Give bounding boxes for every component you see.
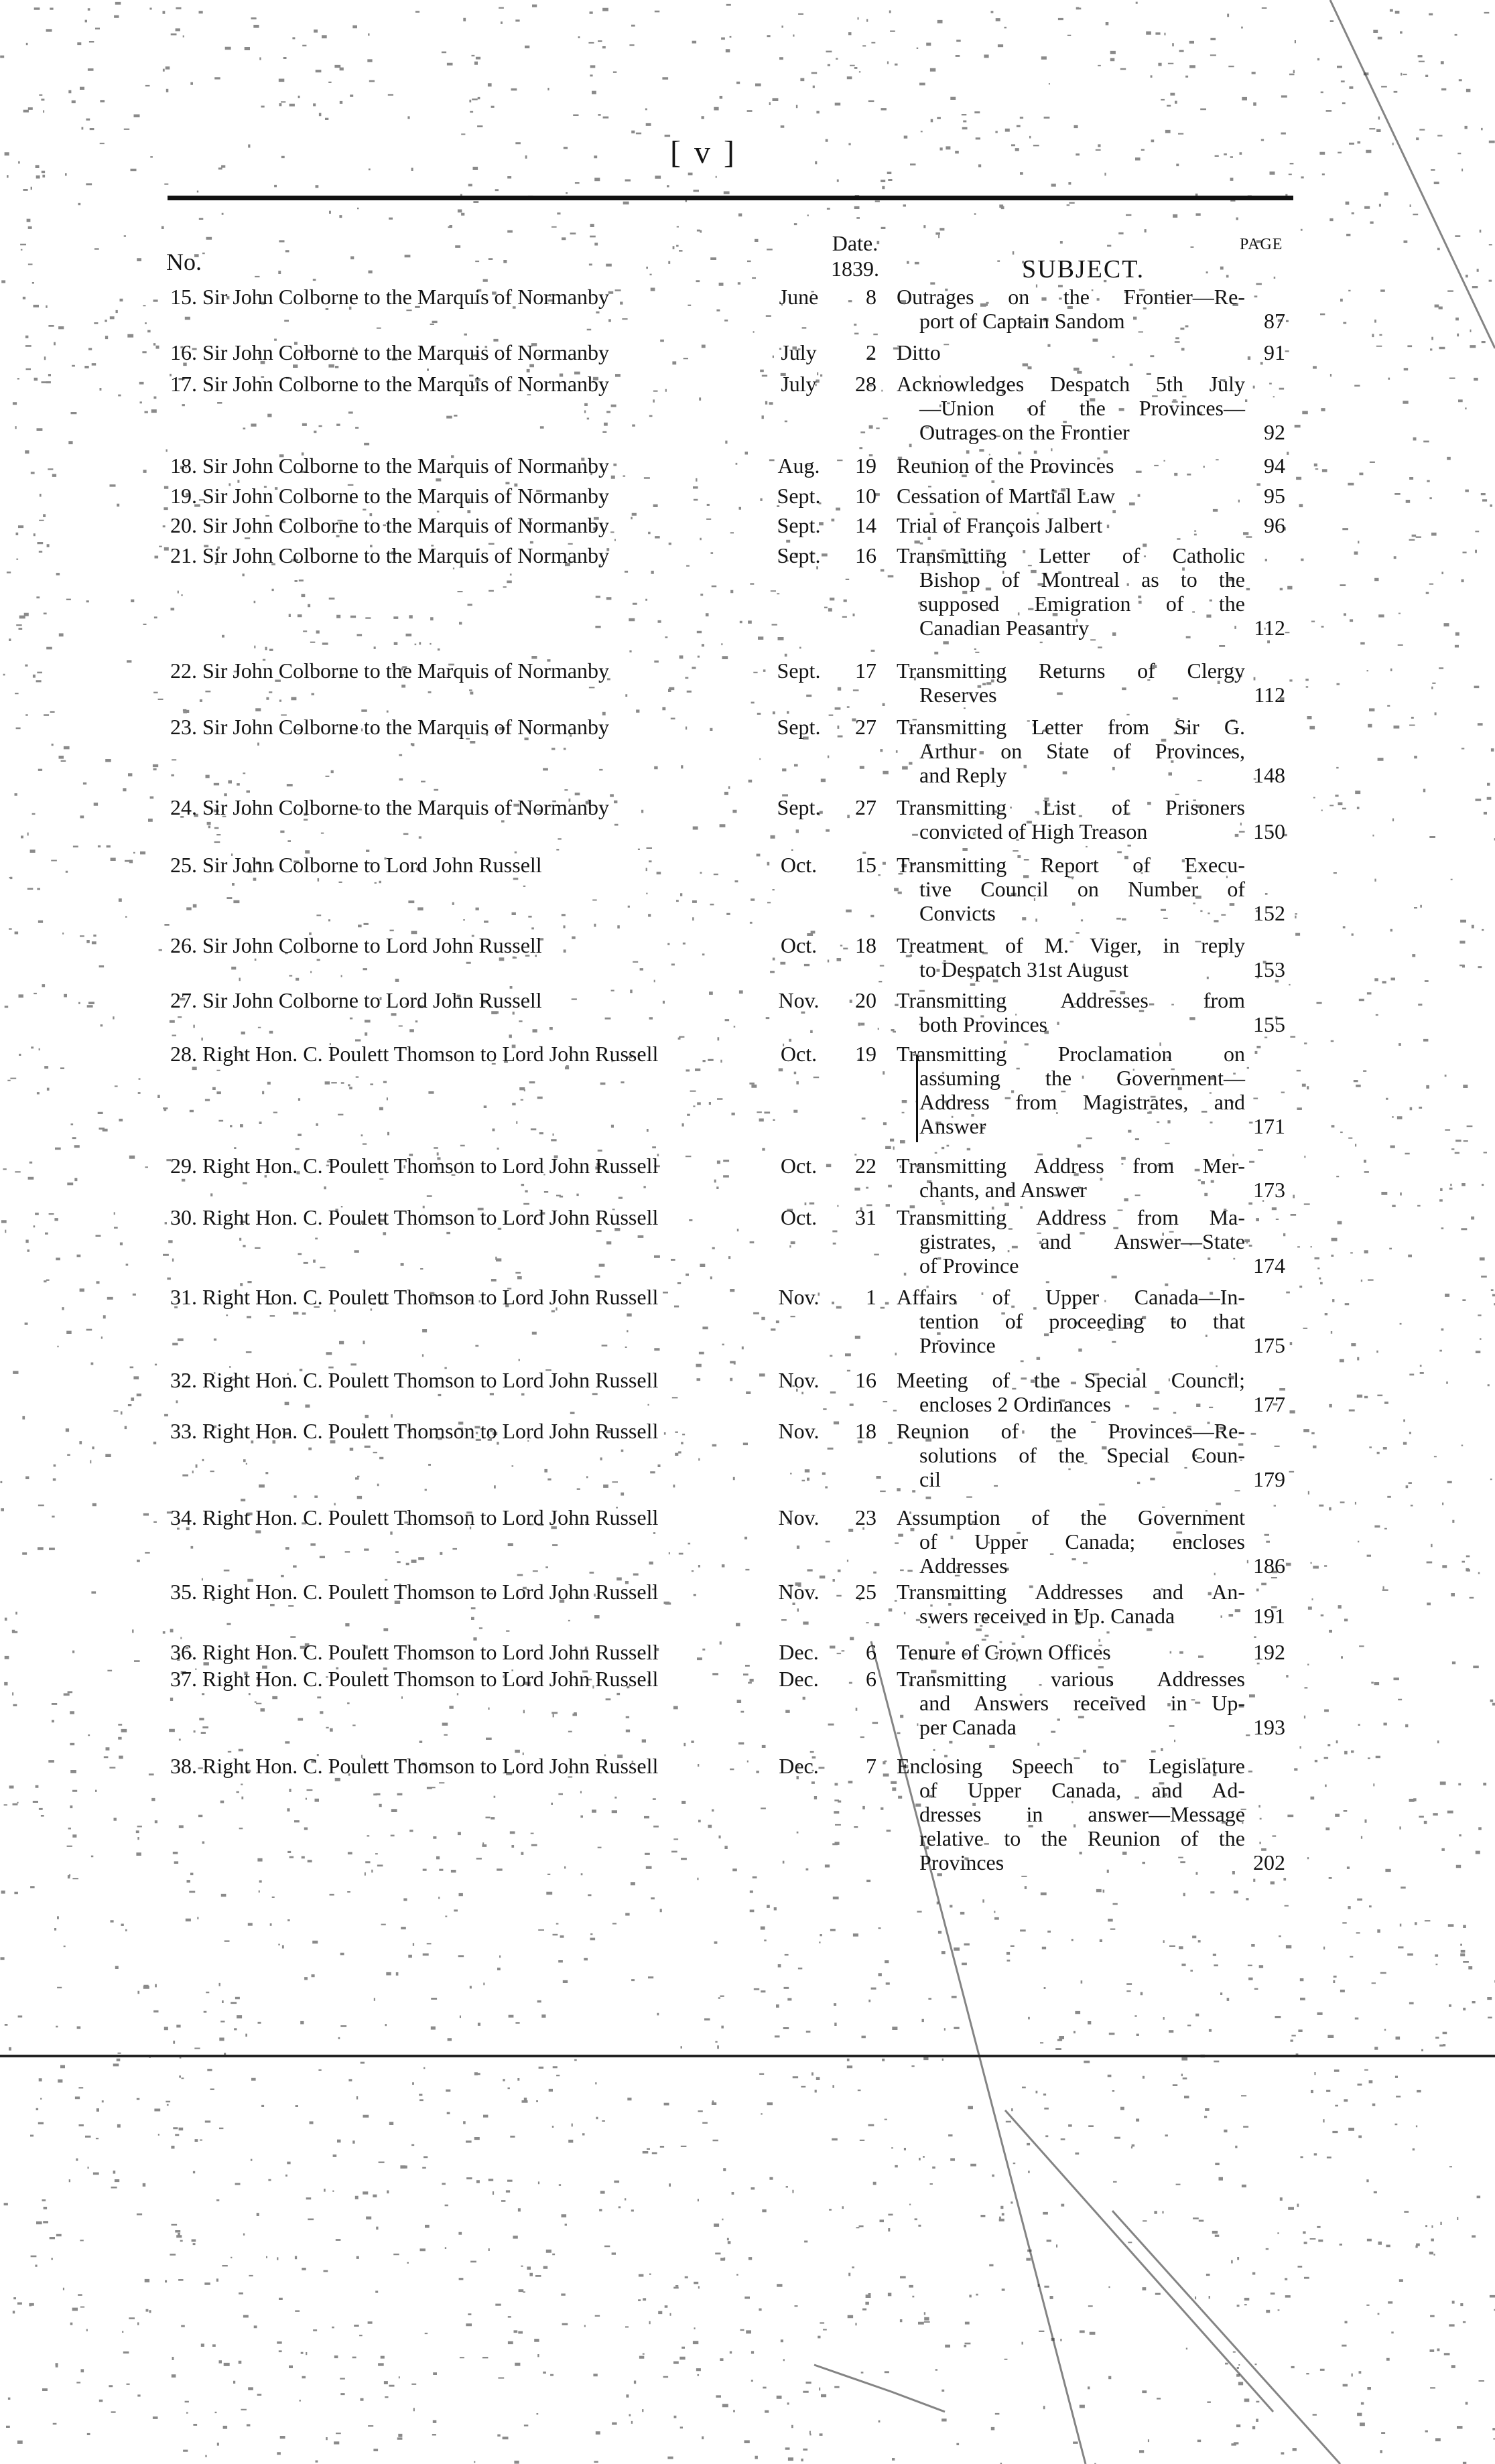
entry-month: July <box>781 340 817 364</box>
entry-subject-line: Address from Magistrates, and <box>919 1090 1245 1114</box>
entry-page: 150 <box>1253 819 1285 843</box>
entry-day: 19 <box>855 454 876 478</box>
entry-subject <box>897 715 1245 787</box>
entry-page: 95 <box>1264 484 1285 508</box>
entry-month: Oct. <box>780 1042 818 1066</box>
entry-subject-line: solutions of the Special Coun- <box>919 1443 1245 1467</box>
entry-number: 22. <box>170 659 197 683</box>
entry-month: Nov. <box>778 1505 820 1529</box>
entry-month: Sept. <box>777 543 821 567</box>
entry-number: 17. <box>170 372 197 396</box>
entry-correspondents: Sir John Colborne to the Marquis of Normanby <box>202 340 610 364</box>
entry-correspondents: Right Hon. C. Poulett Thomson to Lord John Russell <box>202 1042 659 1066</box>
entry-subject-line: Ditto <box>897 340 941 364</box>
entry-correspondents: Sir John Colborne to the Marquis of Normanby <box>202 795 610 819</box>
entry-subject <box>897 1042 1245 1138</box>
entry-subject <box>897 513 1245 537</box>
entry-number: 38. <box>170 1754 197 1778</box>
entry-subject-line: Transmitting List of Prisoners <box>897 795 1245 819</box>
entry-subject <box>897 853 1245 925</box>
entry-number: 15. <box>170 285 197 309</box>
entry-subject-line: Canadian Peasantry <box>919 616 1090 640</box>
page-number: [ v ] <box>670 135 737 170</box>
entry-subject <box>897 1640 1245 1664</box>
entry-subject <box>897 933 1245 981</box>
entry-number: 37. <box>170 1667 197 1691</box>
entry-subject-line: Outrages on the Frontier—Re- <box>897 285 1245 309</box>
entry-page: 153 <box>1253 957 1285 981</box>
entry-page: 171 <box>1253 1114 1285 1138</box>
entry-subject-line: assuming the Government— <box>919 1066 1245 1090</box>
entry-day: 2 <box>866 340 876 364</box>
entry-subject-line: Transmitting Letter of Catholic <box>897 543 1245 567</box>
entry-subject-line: per Canada <box>919 1715 1017 1739</box>
entry-correspondents: Right Hon. C. Poulett Thomson to Lord John Russell <box>202 1368 659 1392</box>
entry-month: Nov. <box>778 1368 820 1392</box>
entry-subject-line: convicted of High Treason <box>919 819 1148 843</box>
entry-number: 29. <box>170 1154 197 1178</box>
entry-subject-line: to Despatch 31st August <box>919 957 1128 981</box>
entry-subject-line: Trial of François Jalbert <box>897 513 1103 537</box>
entry-subject-line: of Upper Canada, and Ad- <box>919 1778 1245 1802</box>
entry-subject-line: Treatment of M. Viger, in reply <box>897 933 1245 957</box>
entry-subject <box>897 1505 1245 1578</box>
entry-number: 33. <box>170 1419 197 1443</box>
entry-page: 192 <box>1253 1640 1285 1664</box>
entry-month: Nov. <box>778 988 820 1012</box>
entry-number: 24. <box>170 795 197 819</box>
entry-subject-line: relative to the Reunion of the <box>919 1826 1245 1850</box>
entry-page: 191 <box>1253 1604 1285 1628</box>
entry-number: 21. <box>170 543 197 567</box>
entry-page: 186 <box>1253 1554 1285 1578</box>
entry-subject-line: tention of proceeding to that <box>919 1309 1245 1333</box>
entry-correspondents: Sir John Colborne to the Marquis of Normanby <box>202 372 610 396</box>
entry-day: 10 <box>855 484 876 508</box>
entry-page: 91 <box>1264 340 1285 364</box>
entry-correspondents: Right Hon. C. Poulett Thomson to Lord John Russell <box>202 1285 659 1309</box>
entry-subject-line: Answer <box>919 1114 986 1138</box>
entry-day: 6 <box>866 1640 876 1664</box>
entry-subject-line: and Answers received in Up- <box>919 1691 1245 1715</box>
entry-month: Nov. <box>778 1285 820 1309</box>
entry-correspondents: Right Hon. C. Poulett Thomson to Lord John Russell <box>202 1640 659 1664</box>
entry-subject-line: Assumption of the Government <box>897 1505 1245 1529</box>
entry-day: 22 <box>855 1154 876 1178</box>
entry-correspondents: Sir John Colborne to the Marquis of Normanby <box>202 454 610 478</box>
entry-subject-line: Transmitting Proclamation on <box>897 1042 1245 1066</box>
entry-page: 87 <box>1264 309 1285 333</box>
entry-subject-line: Reunion of the Provinces—Re- <box>897 1419 1245 1443</box>
entry-page: 174 <box>1253 1253 1285 1278</box>
entry-number: 25. <box>170 853 197 877</box>
entry-day: 17 <box>855 659 876 683</box>
entry-subject-line: Transmitting Address from Mer- <box>897 1154 1245 1178</box>
entry-subject-line: Provinces <box>919 1850 1004 1874</box>
entry-day: 27 <box>855 715 876 739</box>
header-page: PAGE <box>1240 236 1283 253</box>
entry-number: 35. <box>170 1580 197 1604</box>
header-year: 1839. <box>831 257 879 281</box>
entry-number: 20. <box>170 513 197 537</box>
entry-day: 28 <box>855 372 876 396</box>
entry-page: 112 <box>1254 683 1285 707</box>
entry-day: 23 <box>855 1505 876 1529</box>
entry-correspondents: Sir John Colborne to the Marquis of Normanby <box>202 513 610 537</box>
entry-month: Dec. <box>779 1754 819 1778</box>
entry-correspondents: Sir John Colborne to Lord John Russell <box>202 933 542 957</box>
entry-number: 34. <box>170 1505 197 1529</box>
entry-month: July <box>781 372 817 396</box>
entry-subject-line: —Union of the Provinces— <box>919 396 1245 420</box>
entry-number: 30. <box>170 1205 197 1229</box>
entry-subject-line: Transmitting various Addresses <box>897 1667 1245 1691</box>
entry-subject-line: Transmitting Addresses from <box>897 988 1245 1012</box>
entry-page: 179 <box>1253 1467 1285 1491</box>
entry-month: Nov. <box>778 1580 820 1604</box>
entry-page: 177 <box>1253 1392 1285 1416</box>
entry-correspondents: Sir John Colborne to the Marquis of Normanby <box>202 543 610 567</box>
entry-page: 94 <box>1264 454 1285 478</box>
entry-month: June <box>779 285 819 309</box>
entry-subject <box>897 285 1245 333</box>
entry-day: 20 <box>855 988 876 1012</box>
entry-subject-line: Convicts <box>919 901 996 925</box>
header-number: No. <box>166 249 202 275</box>
entry-subject <box>897 454 1245 478</box>
entry-subject-line: supposed Emigration of the <box>919 592 1245 616</box>
entry-subject-line: Acknowledges Despatch 5th July <box>897 372 1245 396</box>
entry-correspondents: Sir John Colborne to the Marquis of Normanby <box>202 659 610 683</box>
entry-number: 16. <box>170 340 197 364</box>
entry-subject <box>897 795 1245 843</box>
entry-subject-line: Bishop of Montreal as to the <box>919 567 1245 592</box>
bottom-rule <box>0 2055 1495 2057</box>
entry-subject-line: swers received in Up. Canada <box>919 1604 1175 1628</box>
header-subject: SUBJECT. <box>1022 255 1145 283</box>
entry-subject-line: Province <box>919 1333 996 1357</box>
entry-page: 112 <box>1254 616 1285 640</box>
entry-subject-line: Meeting of the Special Council; <box>897 1368 1245 1392</box>
entry-number: 28. <box>170 1042 197 1066</box>
entry-day: 16 <box>855 1368 876 1392</box>
entry-correspondents: Sir John Colborne to Lord John Russell <box>202 853 542 877</box>
entry-month: Aug. <box>777 454 820 478</box>
entry-month: Sept. <box>777 659 821 683</box>
entry-page: 155 <box>1253 1012 1285 1036</box>
entry-subject-line: Tenure of Crown Offices <box>897 1640 1111 1664</box>
header-date-label: Date. <box>832 231 879 255</box>
entry-number: 36. <box>170 1640 197 1664</box>
entry-month: Sept. <box>777 513 821 537</box>
scan-scratch <box>814 2365 891 2392</box>
entry-subject <box>897 1667 1245 1739</box>
entry-subject <box>897 340 1245 364</box>
entry-correspondents: Right Hon. C. Poulett Thomson to Lord John Russell <box>202 1419 659 1443</box>
entry-correspondents: Sir John Colborne to the Marquis of Normanby <box>202 484 610 508</box>
entry-number: 32. <box>170 1368 197 1392</box>
entry-subject <box>897 1205 1245 1278</box>
bracket-mark <box>916 1055 922 1142</box>
entry-subject-line: encloses 2 Ordinances <box>919 1392 1112 1416</box>
entry-correspondents: Right Hon. C. Poulett Thomson to Lord John Russell <box>202 1754 659 1778</box>
entry-page: 152 <box>1253 901 1285 925</box>
entry-number: 27. <box>170 988 197 1012</box>
entry-subject-line: both Provinces <box>919 1012 1048 1036</box>
entry-correspondents: Sir John Colborne to Lord John Russell <box>202 988 542 1012</box>
entry-day: 7 <box>866 1754 876 1778</box>
entry-page: 175 <box>1253 1333 1285 1357</box>
entry-subject <box>897 1368 1245 1416</box>
entry-subject-line: dresses in answer—Message <box>919 1802 1245 1826</box>
entry-correspondents: Sir John Colborne to the Marquis of Normanby <box>202 285 610 309</box>
entry-day: 16 <box>855 543 876 567</box>
entry-day: 8 <box>866 285 876 309</box>
entry-subject-line: Transmitting Letter from Sir G. <box>897 715 1245 739</box>
entry-month: Oct. <box>780 853 818 877</box>
entry-subject-line: Outrages on the Frontier <box>919 420 1130 444</box>
entry-subject-line: Transmitting Address from Ma- <box>897 1205 1245 1229</box>
entry-subject-line: Reunion of the Provinces <box>897 454 1114 478</box>
entry-day: 31 <box>855 1205 876 1229</box>
entry-subject-line: Reserves <box>919 683 997 707</box>
entry-month: Dec. <box>779 1640 819 1664</box>
entry-subject-line: and Reply <box>919 763 1007 787</box>
entry-month: Oct. <box>780 1205 818 1229</box>
entry-subject-line: chants, and Answer <box>919 1178 1087 1202</box>
entry-day: 25 <box>855 1580 876 1604</box>
entry-subject <box>897 1419 1245 1491</box>
entry-subject-line: of Upper Canada; encloses <box>919 1529 1245 1554</box>
entry-month: Oct. <box>780 1154 818 1178</box>
entry-page: 96 <box>1264 513 1285 537</box>
entry-correspondents: Right Hon. C. Poulett Thomson to Lord John Russell <box>202 1505 659 1529</box>
entry-day: 1 <box>866 1285 876 1309</box>
entry-page: 193 <box>1253 1715 1285 1739</box>
entry-subject <box>897 1580 1245 1628</box>
entry-number: 26. <box>170 933 197 957</box>
entry-subject-line: Cessation of Martial Law <box>897 484 1116 508</box>
entry-subject-line: of Province <box>919 1253 1019 1278</box>
entry-page: 173 <box>1253 1178 1285 1202</box>
scan-scratch <box>1005 2110 1273 2412</box>
entry-correspondents: Right Hon. C. Poulett Thomson to Lord John Russell <box>202 1205 659 1229</box>
entry-number: 18. <box>170 454 197 478</box>
entry-subject-line: cil <box>919 1467 941 1491</box>
entry-month: Oct. <box>780 933 818 957</box>
entry-day: 19 <box>855 1042 876 1066</box>
entry-subject <box>897 1754 1245 1874</box>
entry-page: 92 <box>1264 420 1285 444</box>
entry-subject <box>897 659 1245 707</box>
entry-correspondents: Right Hon. C. Poulett Thomson to Lord John Russell <box>202 1154 659 1178</box>
entry-correspondents: Right Hon. C. Poulett Thomson to Lord John Russell <box>202 1667 659 1691</box>
entry-subject-line: port of Captain Sandom <box>919 309 1125 333</box>
scan-scratch <box>891 2392 945 2412</box>
entry-subject <box>897 543 1245 640</box>
entry-day: 18 <box>855 1419 876 1443</box>
entry-subject-line: Transmitting Returns of Clergy <box>897 659 1245 683</box>
entry-month: Nov. <box>778 1419 820 1443</box>
entry-subject-line: Affairs of Upper Canada—In- <box>897 1285 1245 1309</box>
entry-correspondents: Right Hon. C. Poulett Thomson to Lord John Russell <box>202 1580 659 1604</box>
entry-page: 202 <box>1253 1850 1285 1874</box>
entry-subject <box>897 1285 1245 1357</box>
entry-day: 14 <box>855 513 876 537</box>
entry-subject-line: gistrates, and Answer—State <box>919 1229 1245 1253</box>
entry-month: Sept. <box>777 795 821 819</box>
entry-month: Dec. <box>779 1667 819 1691</box>
entry-day: 18 <box>855 933 876 957</box>
entry-day: 15 <box>855 853 876 877</box>
scan-scratch <box>1112 2211 1340 2464</box>
entry-correspondents: Sir John Colborne to the Marquis of Normanby <box>202 715 610 739</box>
entry-subject-line: Addresses <box>919 1554 1008 1578</box>
entry-subject-line: Arthur on State of Provinces, <box>919 739 1245 763</box>
entry-subject <box>897 1154 1245 1202</box>
entry-page: 148 <box>1253 763 1285 787</box>
entry-number: 19. <box>170 484 197 508</box>
entry-day: 6 <box>866 1667 876 1691</box>
entry-subject-line: tive Council on Number of <box>919 877 1245 901</box>
entry-subject-line: Enclosing Speech to Legislature <box>897 1754 1245 1778</box>
entry-subject <box>897 372 1245 444</box>
entry-month: Sept. <box>777 715 821 739</box>
entry-number: 31. <box>170 1285 197 1309</box>
entry-subject-line: Transmitting Report of Execu- <box>897 853 1245 877</box>
entry-number: 23. <box>170 715 197 739</box>
entry-subject-line: Transmitting Addresses and An- <box>897 1580 1245 1604</box>
entry-day: 27 <box>855 795 876 819</box>
entry-month: Sept. <box>777 484 821 508</box>
entry-subject <box>897 484 1245 508</box>
entry-subject <box>897 988 1245 1036</box>
